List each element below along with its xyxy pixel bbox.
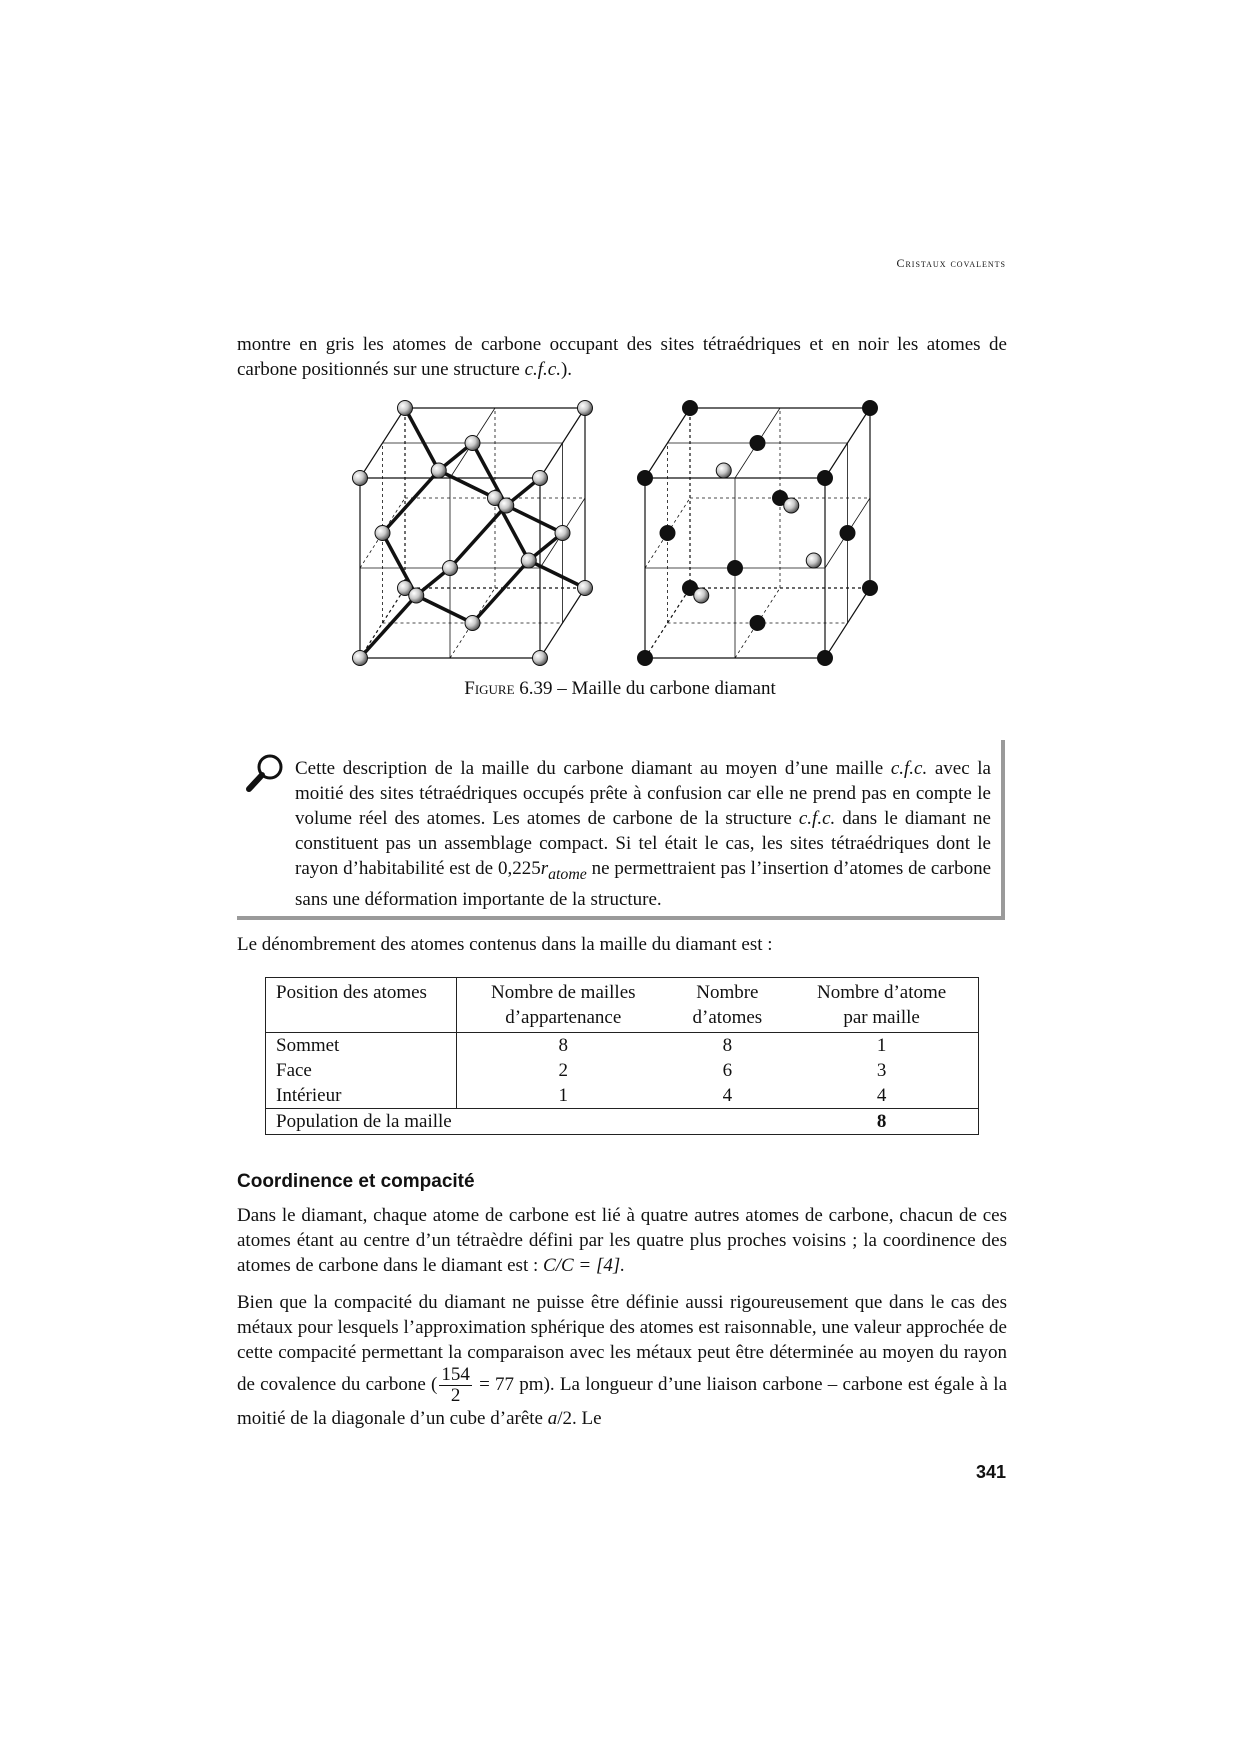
table-cell: 2 — [558, 1060, 568, 1081]
fcc-atom — [818, 471, 833, 486]
atom — [465, 436, 480, 451]
atom — [353, 651, 368, 666]
figure-svg — [340, 393, 900, 683]
header-position: Position des atomes — [266, 978, 457, 1033]
figure-caption: Figure 6.39 – Maille du carbone diamant — [464, 678, 776, 699]
table-cell: 3 — [876, 1060, 887, 1081]
atom — [499, 498, 514, 513]
bond — [473, 561, 529, 624]
header-nombre: Nombre d’atomes — [670, 978, 786, 1033]
fraction: $\frac{154}{2}$ — [441, 1364, 470, 1406]
atom — [431, 463, 446, 478]
cube-right — [638, 401, 878, 666]
bond — [529, 561, 585, 589]
tetrahedral-atom — [784, 498, 799, 513]
fcc-atom — [638, 471, 653, 486]
bond — [416, 596, 472, 624]
atom — [521, 553, 536, 568]
note-text: Cette description de la maille du carbone diamant au moyen d’une maille c.f.c. avec la moitié des sites tétraédriques occupés prête à confusion car elle ne prend pas en compte le volume réel des atomes. Les atomes de carbone de la structure c.f.c. dans le diamant ne constituent pas un assemblage compact. Si tel était le cas, les sites tétraédriques dont le rayon d’habitabilité est de $0,225r_{atome}$ ne permettraient pas l’insertion d’atomes de carbone sans une déformation importante de la structure. — [295, 758, 991, 910]
table-row — [266, 1058, 979, 1083]
table-cell: 1 — [876, 1035, 887, 1056]
count-intro: Le dénombrement des atomes contenus dans la maille du diamant est : — [237, 934, 773, 955]
atom — [443, 561, 458, 576]
page-number: 341 — [975, 1462, 1006, 1482]
section-heading: Coordinence et compacité — [237, 1171, 475, 1192]
table-cell: 1 — [558, 1085, 568, 1106]
header-par-maille: Nombre d’atome par maille — [785, 978, 978, 1033]
table-row — [266, 1083, 979, 1109]
fcc-atom — [750, 436, 765, 451]
diamond-unit-cell-figure — [340, 393, 900, 683]
fcc-atom — [683, 401, 698, 416]
fcc-atom — [660, 526, 675, 541]
atom — [555, 526, 570, 541]
atom — [578, 401, 593, 416]
fcc-atom — [750, 616, 765, 631]
table-cell: 4 — [722, 1085, 733, 1106]
table-row — [266, 1033, 979, 1059]
intro-paragraph: montre en gris les atomes de carbone occupant des sites tétraédriques et en noir les atomes de carbone positionnés sur une structure c.f.c.). — [237, 334, 1007, 380]
fcc-atom — [818, 651, 833, 666]
table-cell: 8 — [722, 1035, 733, 1056]
bond — [405, 408, 439, 471]
atom — [533, 471, 548, 486]
fcc-atom — [863, 581, 878, 596]
header-mailles: Nombre de mailles d’appartenance — [457, 978, 670, 1033]
table-cell: 6 — [722, 1060, 733, 1081]
table-total-row — [266, 1109, 979, 1135]
cube-left — [353, 401, 593, 666]
table-cell: Sommet — [266, 1033, 457, 1059]
bond — [360, 596, 416, 659]
atom — [578, 581, 593, 596]
magnifier-icon — [245, 752, 285, 794]
fcc-atom — [638, 651, 653, 666]
bond — [506, 506, 562, 534]
population-table — [265, 977, 979, 1135]
table-cell: 4 — [876, 1085, 887, 1106]
atom — [409, 588, 424, 603]
tetrahedral-atom — [806, 553, 821, 568]
fcc-atom — [728, 561, 743, 576]
atom — [533, 651, 548, 666]
bond — [450, 506, 506, 569]
table-cell: 8 — [558, 1035, 568, 1056]
total-value: 8 — [785, 1109, 978, 1135]
coordinence-paragraph: Dans le diamant, chaque atome de carbone est lié à quatre autres atomes de carbone, chacun de ces atomes étant au centre d’un tétraèdre défini par les quatre plus proches voisins ; la coordinence des atomes de carbone dans le diamant est : C/C = [4]. — [237, 1205, 1007, 1276]
atom — [398, 401, 413, 416]
tetrahedral-atom — [694, 588, 709, 603]
fcc-atom — [863, 401, 878, 416]
bond — [439, 471, 495, 499]
table-cell: Face — [266, 1058, 457, 1083]
total-label: Population de la maille — [266, 1109, 786, 1135]
note-box — [237, 740, 1005, 920]
atom — [375, 526, 390, 541]
running-head: Cristaux covalents — [896, 256, 1006, 270]
tetrahedral-atom — [716, 463, 731, 478]
atom — [353, 471, 368, 486]
table-cell: Intérieur — [266, 1083, 457, 1109]
fcc-atom — [840, 526, 855, 541]
table-header-row — [266, 978, 979, 1033]
compacite-paragraph: Bien que la compacité du diamant ne puisse être définie aussi rigoureusement que dans le cas des métaux pour lesquels l’approximation sphérique des atomes est raisonnable, une valeur approchée de cette compacité permettant la comparaison avec les métaux peut être déterminée au moyen du rayon de covalence du carbone ( $\frac{154}{2}$ = 77 pm). La longueur d’une liaison carbone – carbone est égale à la moitié de la diagonale d’un cube d’arête a/2. Le — [237, 1292, 1007, 1429]
bond — [383, 471, 439, 534]
atom — [465, 616, 480, 631]
